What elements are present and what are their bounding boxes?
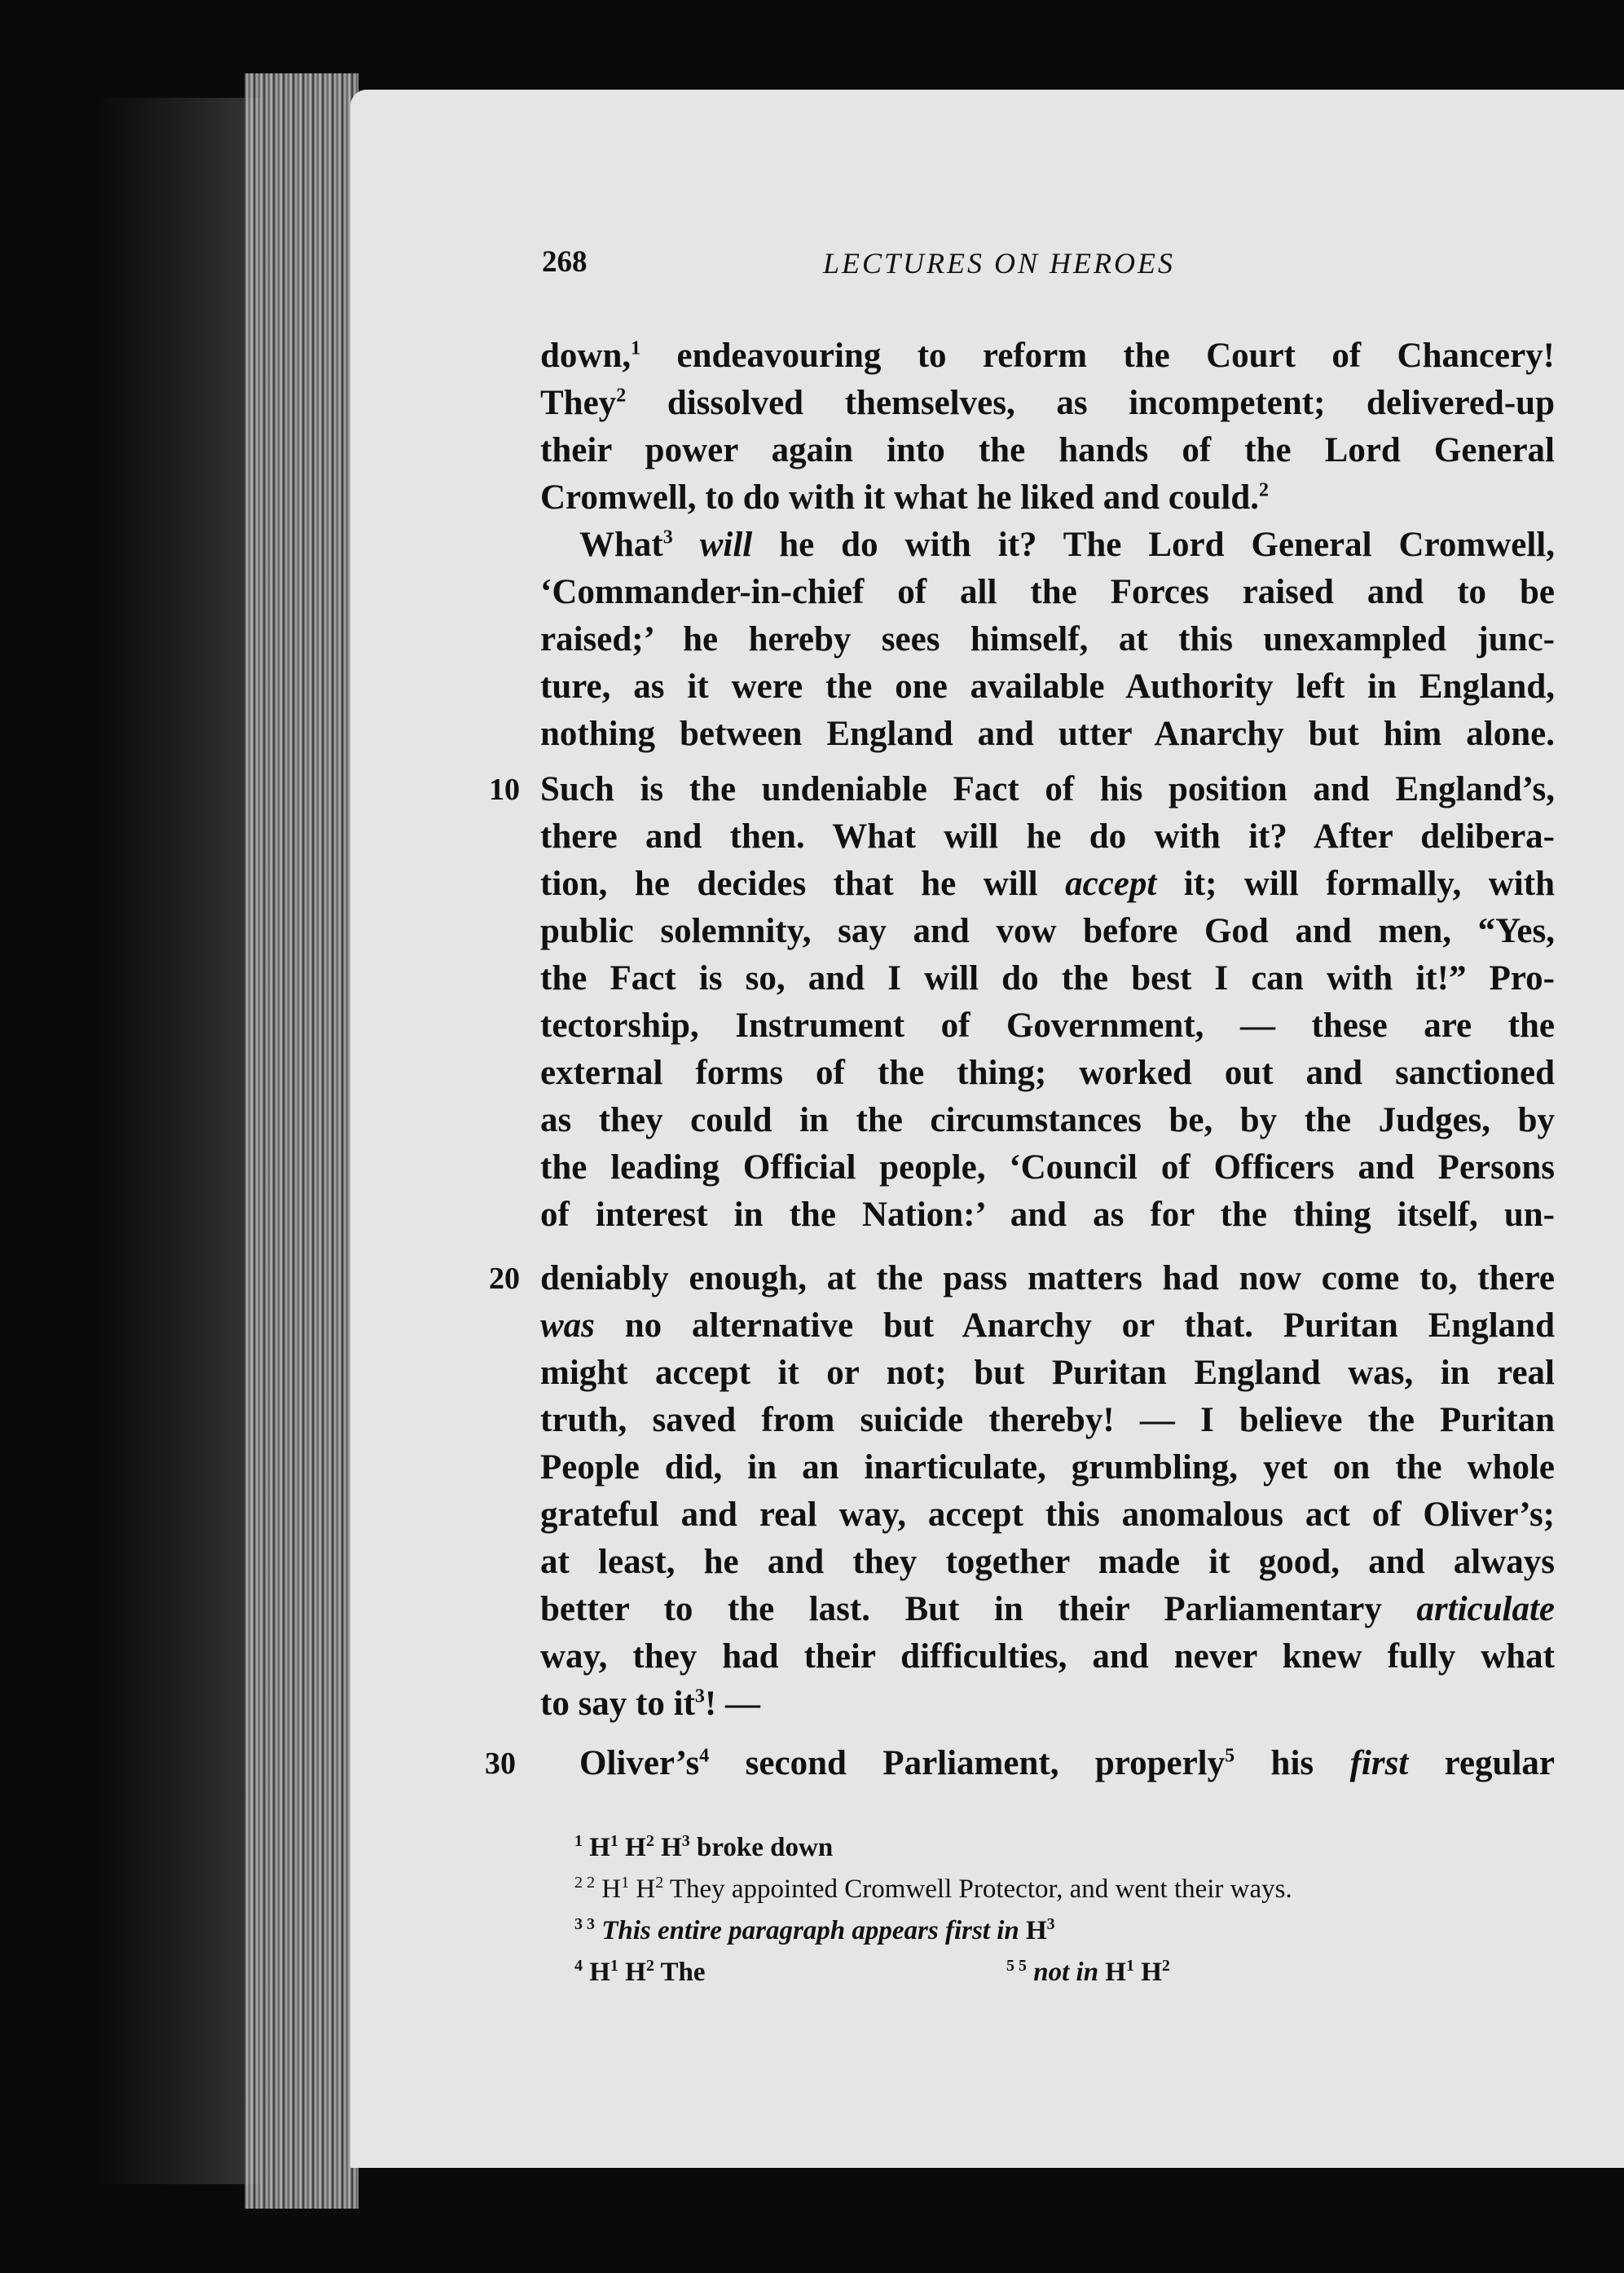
text-run: nothing between England and utter Anarchy but him alone. xyxy=(540,715,1555,753)
text-run: their power again into the hands of the Lord General xyxy=(540,431,1555,469)
text-line xyxy=(540,1444,1555,1491)
text-line xyxy=(540,569,1555,616)
footnote-5: $^{5 5}$ not in $H^1$ $H^2$ xyxy=(1006,1957,1170,1987)
text-line xyxy=(540,1740,1555,1787)
text-run: down, xyxy=(540,337,632,375)
text-line xyxy=(540,813,1555,861)
footnote-4-5: $^4$ $H^1$ $H^2$ The $^{5 5}$ not in $H^1$ $H^2$ xyxy=(574,1954,1471,1990)
footnote-3: $^{3 3}$ This entire paragraph appears first in $H^3$ xyxy=(574,1915,1055,1945)
emphasis: accept xyxy=(1065,865,1157,903)
note-reference: 3 xyxy=(694,1685,705,1707)
text-run: They xyxy=(540,384,617,422)
text-run: People did, in an inarticulate, grumbling, yet on the whole xyxy=(540,1448,1555,1487)
text-line xyxy=(540,1144,1555,1192)
text-run: dissolved themselves, as incompetent; delivered-up xyxy=(626,384,1555,422)
text-line xyxy=(540,1255,1555,1302)
text-run: Oliver’s xyxy=(579,1744,700,1782)
text-line xyxy=(540,380,1555,427)
text-line xyxy=(540,522,1555,569)
text-line xyxy=(540,1050,1555,1097)
text-run: ! — xyxy=(704,1685,760,1723)
text-run: What xyxy=(579,526,663,564)
text-run: truth, saved from suicide thereby! — I believe the Puritan xyxy=(540,1401,1555,1439)
text-run: public solemnity, say and vow before God and men, “Yes, xyxy=(540,912,1555,950)
text-run: it; will formally, with xyxy=(1156,865,1555,903)
line-number: 30 xyxy=(485,1747,516,1781)
text-run: to say to it xyxy=(540,1685,695,1723)
text-line xyxy=(540,1192,1555,1239)
note-reference: 5 xyxy=(1225,1745,1235,1767)
text-line xyxy=(540,427,1555,474)
note-reference: 4 xyxy=(699,1745,710,1767)
footnote-mark: 1 xyxy=(574,1832,583,1850)
text-line xyxy=(540,1681,1555,1728)
page-edges xyxy=(244,73,359,2209)
text-line xyxy=(540,1586,1555,1633)
text-run: the leading Official people, ‘Council of Officers and Persons xyxy=(540,1148,1555,1187)
book-spine-shadow xyxy=(98,98,261,2184)
emphasis: first xyxy=(1349,1744,1409,1782)
text-line xyxy=(540,1302,1555,1350)
text-run: he do with it? The Lord General Cromwell, xyxy=(752,526,1555,564)
text-line xyxy=(540,474,1555,522)
note-reference: 1 xyxy=(631,337,641,359)
page-number: 268 xyxy=(542,245,588,279)
text-line xyxy=(540,908,1555,955)
text-run: Such is the undeniable Fact of his position and England’s, xyxy=(540,770,1555,808)
text-run: Cromwell, to do with it what he liked and could. xyxy=(540,478,1259,517)
footnote-mark: 3 3 xyxy=(574,1915,595,1933)
text-run: tectorship, Instrument of Government, — these are the xyxy=(540,1007,1555,1045)
text-run: ture, as it were the one available Authority left in England, xyxy=(540,667,1555,706)
text-run: better to the last. But in their Parliamentary xyxy=(540,1590,1417,1628)
text-run: second Parliament, properly xyxy=(709,1744,1226,1782)
emphasis: will xyxy=(699,526,753,564)
emphasis: was xyxy=(540,1306,595,1345)
text-run: raised;’ he hereby sees himself, at this unexampled junc- xyxy=(540,620,1555,659)
text-run: as they could in the circumstances be, by the Judges, by xyxy=(540,1101,1555,1139)
line-number: 20 xyxy=(489,1262,520,1296)
footnote-mark: 2 2 xyxy=(574,1874,595,1892)
text-line xyxy=(540,861,1555,908)
text-run: tion, he decides that he will xyxy=(540,865,1066,903)
emphasis: articulate xyxy=(1416,1590,1555,1628)
text-run: his xyxy=(1235,1744,1350,1782)
text-run xyxy=(673,526,700,564)
line-number: 10 xyxy=(489,773,520,807)
footnote-1: $^1$ $H^1$ $H^2$ $H^3$ broke down xyxy=(574,1832,834,1862)
text-run: endeavouring to reform the Court of Chancery! xyxy=(640,337,1555,375)
text-line xyxy=(540,1350,1555,1397)
text-line xyxy=(540,711,1555,758)
text-line xyxy=(540,1002,1555,1050)
text-line xyxy=(540,663,1555,711)
footnote-mark: 5 5 xyxy=(1006,1957,1027,1975)
text-run: way, they had their difficulties, and never knew fully what xyxy=(540,1637,1555,1676)
text-run: grateful and real way, accept this anomalous act of Oliver’s; xyxy=(540,1496,1555,1534)
text-run: there and then. What will he do with it? After delibera- xyxy=(540,817,1555,856)
text-run: ‘Commander-in-chief of all the Forces raised and to be xyxy=(540,573,1555,611)
text-run: of interest in the Nation:’ and as for the thing itself, un- xyxy=(540,1196,1555,1234)
text-run: might accept it or not; but Puritan England was, in real xyxy=(540,1354,1555,1392)
text-line xyxy=(540,1397,1555,1444)
note-reference: 2 xyxy=(616,385,627,407)
footnote-2: $^{2 2}$ $H^1$ $H^2$ They appointed Cromwell Protector, and went their ways. xyxy=(574,1874,1292,1904)
text-line xyxy=(540,333,1555,380)
text-line xyxy=(540,616,1555,663)
text-run: at least, he and they together made it good, and always xyxy=(540,1543,1555,1581)
text-line xyxy=(540,1097,1555,1144)
text-line xyxy=(540,1491,1555,1539)
text-run: regular xyxy=(1408,1744,1556,1782)
page-header xyxy=(0,244,1624,285)
footnote-mark: 4 xyxy=(574,1957,583,1975)
text-run: deniably enough, at the pass matters had now come to, there xyxy=(540,1259,1555,1297)
text-run: external forms of the thing; worked out and sanctioned xyxy=(540,1054,1555,1092)
text-line xyxy=(540,1539,1555,1586)
text-run: the Fact is so, and I will do the best I can with it!” Pro- xyxy=(540,959,1555,998)
text-run: no alternative but Anarchy or that. Puritan England xyxy=(594,1306,1555,1345)
note-reference: 3 xyxy=(662,526,673,548)
text-line xyxy=(540,955,1555,1002)
note-reference: 2 xyxy=(1258,479,1269,501)
text-line xyxy=(540,766,1555,813)
running-head: LECTURES ON HEROES xyxy=(823,247,1175,280)
text-line xyxy=(540,1633,1555,1681)
